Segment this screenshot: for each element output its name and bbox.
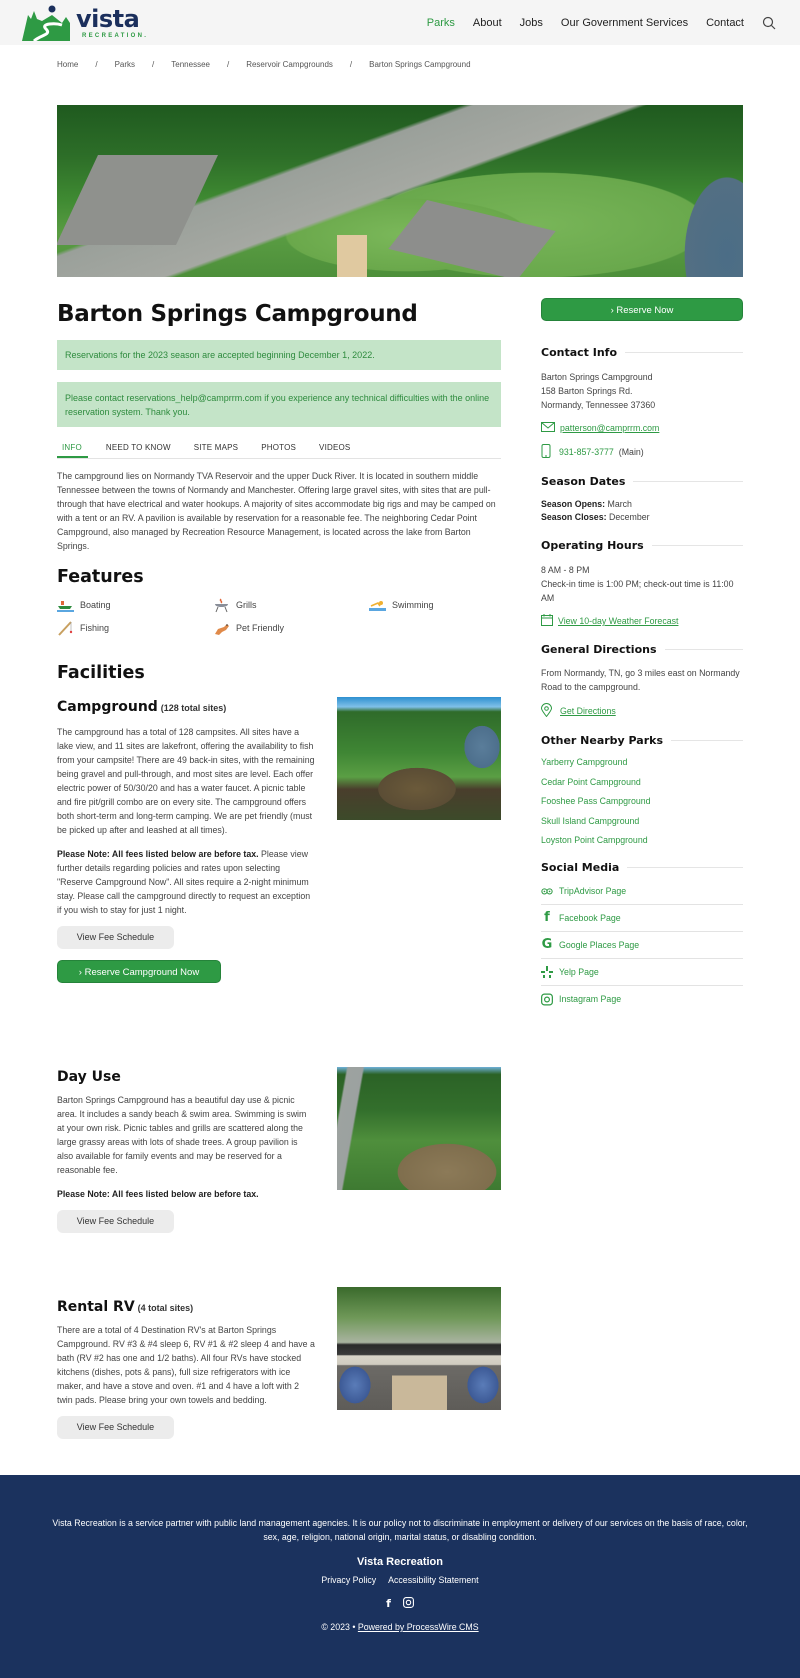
facility-day-use <box>57 1069 501 1279</box>
feature-label: Boating <box>80 600 111 610</box>
reservation-alert: Reservations for the 2023 season are accepted beginning December 1, 2022. <box>57 340 501 370</box>
email-link[interactable]: patterson@camprrm.com <box>560 423 660 433</box>
facebook-link[interactable]: f Facebook Page <box>541 905 743 932</box>
nearby-park-link[interactable]: Cedar Point Campground <box>541 776 641 787</box>
google-places-link[interactable]: G Google Places Page <box>541 932 743 959</box>
privacy-policy-link[interactable]: Privacy Policy <box>321 1575 377 1585</box>
phone-label: (Main) <box>618 447 644 457</box>
breadcrumb-tennessee[interactable]: Tennessee <box>171 60 210 69</box>
footer-social <box>0 1597 800 1610</box>
search-icon[interactable] <box>762 16 776 30</box>
view-fee-schedule-button[interactable]: View Fee Schedule <box>57 1210 174 1233</box>
reserve-campground-button[interactable]: › Reserve Campground Now <box>57 960 221 983</box>
page-title: Barton Springs Campground <box>57 301 418 327</box>
tab-site-maps[interactable]: SITE MAPS <box>193 443 239 452</box>
fee-note: Please Note: All fees listed below are before tax. Please view further details regarding policies and rates upon selecting "Reserve Campground Now". All sites require a 2-night minimum stay. Please call the campground directly to request an exception if you wish to stay for just 1 night. <box>57 849 311 915</box>
tab-info[interactable]: INFO <box>57 439 88 458</box>
boat-icon <box>57 598 74 613</box>
nearby-park-link[interactable]: Skull Island Campground <box>541 815 640 826</box>
tab-videos[interactable]: VIDEOS <box>319 443 351 452</box>
support-alert: Please contact reservations_help@camprrm.com if you experience any technical difficulties with the online reservation system. Thank you. <box>57 382 501 427</box>
operating-hours: 8 AM - 8 PM Check-in time is 1:00 PM; check-out time is 11:00 AM <box>541 565 734 603</box>
phone-icon <box>541 444 551 460</box>
dog-icon <box>213 621 230 636</box>
yelp-icon <box>541 966 553 978</box>
breadcrumb-reservoir-campgrounds[interactable]: Reservoir Campgrounds <box>246 60 333 69</box>
breadcrumb-parks[interactable]: Parks <box>114 60 136 69</box>
get-directions-row <box>541 703 743 719</box>
intro-text: The campground lies on Normandy TVA Reservoir and the upper Duck River. It is located in southern middle Tennessee between the towns of Normandy and Manchester. Offering large gravel sites, with sites that are pull-through that have electrical and water hookups. A majority of sites accommodate big rigs and may be camped on with a tent or an RV. A pavilion is available by reservation for a reasonable fee. The neighboring Cedar Point Campground, also managed by Recreation Resource Management, is located across the lake from Barton Springs. <box>57 471 496 551</box>
tripadvisor-link[interactable]: TripAdvisor Page <box>541 878 743 905</box>
info-tabs <box>57 439 501 459</box>
instagram-icon[interactable] <box>403 1597 414 1610</box>
logo-wordmark: vista <box>76 4 140 33</box>
nearby-park-link[interactable]: Loyston Point Campground <box>541 835 648 845</box>
rv-interior-image <box>337 1287 501 1410</box>
chevron-right-icon: › <box>78 967 85 978</box>
directions-text: From Normandy, TN, go 3 miles east on Normandy Road to the campground. <box>541 668 740 692</box>
grill-icon <box>213 598 230 613</box>
main-nav <box>427 16 776 30</box>
contact-address: Barton Springs Campground 158 Barton Springs Rd. Normandy, Tennessee 37360 <box>541 372 656 410</box>
google-icon: G <box>541 937 553 952</box>
nav-contact[interactable]: Contact <box>706 16 744 29</box>
season-dates-heading: Season Dates <box>541 475 743 488</box>
footer-brand: Vista Recreation <box>356 1556 443 1568</box>
feature-swimming <box>369 597 501 613</box>
fishing-rod-icon <box>57 621 74 636</box>
breadcrumb <box>0 45 800 69</box>
accessibility-statement-link[interactable]: Accessibility Statement <box>388 1575 479 1585</box>
get-directions-link[interactable]: Get Directions <box>560 706 616 716</box>
reserve-now-button[interactable]: › Reserve Now <box>541 298 743 321</box>
breadcrumb-separator: / <box>349 60 353 69</box>
feature-label: Fishing <box>80 623 110 633</box>
breadcrumb-separator: / <box>152 60 155 69</box>
envelope-icon <box>541 422 555 434</box>
day-use-aerial-image <box>337 1067 501 1190</box>
fee-note: Please Note: All fees listed below are before tax. <box>57 1189 259 1199</box>
season-dates: Season Opens: March Season Closes: December <box>541 499 650 522</box>
sidebar <box>541 298 743 1013</box>
tab-photos[interactable]: PHOTOS <box>261 443 297 452</box>
contact-phone <box>541 444 743 460</box>
nav-parks[interactable]: Parks <box>426 16 455 29</box>
social-links <box>541 878 743 1013</box>
footer-copyright: © 2023 • Powered by ProcessWire CMS <box>321 1622 479 1632</box>
facebook-icon[interactable]: f <box>386 1597 391 1610</box>
nav-jobs[interactable]: Jobs <box>519 16 543 29</box>
site-header <box>0 0 800 45</box>
breadcrumb-separator: / <box>226 60 230 69</box>
breadcrumb-home[interactable]: Home <box>57 60 79 69</box>
facility-title: Day Use <box>57 1069 121 1085</box>
processwire-link[interactable]: Powered by ProcessWire CMS <box>357 1622 479 1632</box>
facilities-heading: Facilities <box>57 663 145 683</box>
feature-boating <box>57 597 213 613</box>
campground-aerial-image <box>337 697 501 820</box>
hero-aerial-image <box>57 105 743 277</box>
contact-info-heading: Contact Info <box>541 346 743 359</box>
features-list <box>57 597 501 636</box>
swimmer-icon <box>369 598 386 613</box>
facility-description: There are a total of 4 Destination RV's at Barton Springs Campground. RV #3 & #4 sleep 6, RV #1 & #2 sleep 4 and have a bath (RV #2 has one and 1/2 baths). All four RVs have stocked kitchens (dishes, pots & pans), full size refrigerators with ice maker, and have a stove and oven. #1 and 4 have a loft with 2 twin pads. Please bring your own towels and bedding. <box>57 1325 315 1405</box>
feature-label: Pet Friendly <box>236 623 285 633</box>
map-pin-icon <box>541 703 552 719</box>
tab-need-to-know[interactable]: NEED TO KNOW <box>105 443 171 452</box>
nearby-park-link[interactable]: Yarberry Campground <box>541 757 628 767</box>
hero-parking-lot <box>57 155 218 245</box>
instagram-icon <box>541 993 553 1005</box>
facility-description: The campground has a total of 128 campsites. All sites have a lake view, and 11 sites are lakefront, offering the availability to fish from your campsite! There are 49 back-in sites, with the remaining being gravel and pull-through, and most sites are level. Each offer electric power of 50/30/20 and has a water faucet. A picnic table and fire pit/grill combo are on every site. The campground offers both short-term and long-term camping. We are pet friendly (must be picked up after and leashed at all times). <box>57 727 315 835</box>
nav-government-services[interactable]: Our Government Services <box>560 16 689 29</box>
feature-pet-friendly <box>213 620 369 636</box>
facility-description: Barton Springs Campground has a beautiful day use & picnic area. It includes a sandy beach & swim area. Swimming is swim at your own risk. Picnic tables and grills are scattered along the large grassy areas with lots of shade trees. A group pavilion is also available for family events and may be reserved for a reasonable fee. <box>57 1095 307 1175</box>
chevron-right-icon: › <box>610 305 617 316</box>
phone-link[interactable]: 931-857-3777 <box>559 447 614 457</box>
facility-rental-rv <box>57 1299 501 1459</box>
feature-label: Grills <box>236 600 257 610</box>
nearby-parks-heading: Other Nearby Parks <box>541 734 743 747</box>
contact-email <box>541 422 743 434</box>
nav-about[interactable]: About <box>472 16 502 29</box>
tripadvisor-icon <box>541 885 553 897</box>
breadcrumb-current: Barton Springs Campground <box>369 60 471 69</box>
footer-links <box>0 1575 800 1585</box>
mountain-logo-icon <box>22 5 70 41</box>
operating-hours-heading: Operating Hours <box>541 539 743 552</box>
hero-beach <box>337 235 367 277</box>
feature-grills <box>213 597 369 613</box>
calendar-icon <box>541 614 553 628</box>
view-fee-schedule-button[interactable]: View Fee Schedule <box>57 1416 174 1439</box>
logo-link[interactable] <box>22 5 148 41</box>
logo-subtitle: RECREATION. <box>82 32 149 39</box>
feature-label: Swimming <box>392 600 434 610</box>
hero-parking-lot <box>388 200 555 277</box>
facility-campground <box>57 699 501 1029</box>
general-directions-heading: General Directions <box>541 643 743 656</box>
weather-forecast-row <box>541 614 743 628</box>
social-media-heading: Social Media <box>541 861 743 874</box>
main-content <box>57 295 501 1459</box>
breadcrumb-separator: / <box>95 60 98 69</box>
feature-fishing <box>57 620 213 636</box>
yelp-link[interactable]: Yelp Page <box>541 959 743 986</box>
weather-forecast-link[interactable]: View 10-day Weather Forecast <box>558 616 679 626</box>
footer-disclaimer: Vista Recreation is a service partner with public land management agencies. It is our policy not to discriminate in employment or delivery of our services on the basis of race, color, sex, age, religion, national origin, marital status, or disabling condition. <box>52 1518 748 1542</box>
facility-title: Campground (128 total sites) <box>57 699 227 715</box>
features-heading: Features <box>57 567 144 587</box>
nearby-park-link[interactable]: Fooshee Pass Campground <box>541 796 651 806</box>
view-fee-schedule-button[interactable]: View Fee Schedule <box>57 926 174 949</box>
nearby-parks-list <box>541 753 743 851</box>
facebook-icon: f <box>544 910 550 925</box>
instagram-link[interactable]: Instagram Page <box>541 986 743 1013</box>
site-footer <box>0 1475 800 1678</box>
facility-title: Rental RV (4 total sites) <box>57 1299 194 1315</box>
